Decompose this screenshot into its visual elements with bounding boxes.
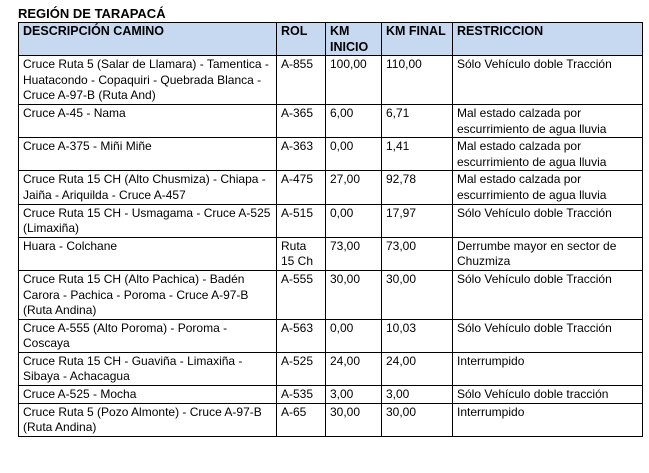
cell-restriccion: Mal estado calzada por escurrimiento de agua lluvia bbox=[453, 104, 643, 137]
cell-km-final: 30,00 bbox=[382, 403, 453, 436]
table-row bbox=[19, 56, 643, 105]
cell-restriccion: Sólo Vehículo doble Tracción bbox=[453, 204, 643, 237]
cell-km-inicio: 3,00 bbox=[326, 386, 382, 404]
cell-descripcion-camino: Cruce Ruta 15 CH - Usmagama - Cruce A-525 (Limaxiña) bbox=[19, 204, 277, 237]
cell-km-final: 10,03 bbox=[382, 319, 453, 352]
cell-km-inicio: 27,00 bbox=[326, 171, 382, 204]
cell-descripcion-camino: Cruce Ruta 15 CH (Alto Chusmiza) - Chiapa - Jaiña - Ariquilda - Cruce A-457 bbox=[19, 171, 277, 204]
cell-rol: Ruta 15 Ch bbox=[277, 237, 326, 270]
cell-descripcion-camino: Cruce A-45 - Nama bbox=[19, 104, 277, 137]
cell-descripcion-camino: Cruce Ruta 5 (Pozo Almonte) - Cruce A-97-B (Ruta Andina) bbox=[19, 403, 277, 436]
cell-rol: A-515 bbox=[277, 204, 326, 237]
cell-descripcion-camino: Cruce A-375 - Miñi Miñe bbox=[19, 138, 277, 171]
table-row bbox=[19, 138, 643, 171]
cell-km-inicio: 73,00 bbox=[326, 237, 382, 270]
cell-rol: A-475 bbox=[277, 171, 326, 204]
header-km-final: KM FINAL bbox=[382, 23, 453, 56]
cell-descripcion-camino: Cruce A-525 - Mocha bbox=[19, 386, 277, 404]
table-row bbox=[19, 403, 643, 436]
cell-km-inicio: 100,00 bbox=[326, 56, 382, 105]
cell-km-final: 92,78 bbox=[382, 171, 453, 204]
cell-km-final: 3,00 bbox=[382, 386, 453, 404]
cell-descripcion-camino: Cruce A-555 (Alto Poroma) - Poroma - Coscaya bbox=[19, 319, 277, 352]
cell-km-inicio: 0,00 bbox=[326, 138, 382, 171]
table-row bbox=[19, 104, 643, 137]
table-row bbox=[19, 319, 643, 352]
cell-km-final: 24,00 bbox=[382, 352, 453, 385]
cell-rol: A-555 bbox=[277, 270, 326, 319]
cell-restriccion: Interrumpido bbox=[453, 352, 643, 385]
cell-restriccion: Sólo Vehículo doble tracción bbox=[453, 386, 643, 404]
cell-km-final: 6,71 bbox=[382, 104, 453, 137]
cell-restriccion: Mal estado calzada por escurrimiento de agua lluvia bbox=[453, 171, 643, 204]
cell-restriccion: Mal estado calzada por escurrimiento de agua lluvia bbox=[453, 138, 643, 171]
header-restriccion: RESTRICCION bbox=[453, 23, 643, 56]
header-km-inicio: KM INICIO bbox=[326, 23, 382, 56]
table-row bbox=[19, 237, 643, 270]
cell-rol: A-563 bbox=[277, 319, 326, 352]
table-body bbox=[19, 56, 643, 437]
cell-km-final: 73,00 bbox=[382, 237, 453, 270]
cell-km-final: 30,00 bbox=[382, 270, 453, 319]
cell-km-inicio: 30,00 bbox=[326, 270, 382, 319]
table-row bbox=[19, 204, 643, 237]
cell-km-inicio: 0,00 bbox=[326, 319, 382, 352]
table-row bbox=[19, 171, 643, 204]
cell-rol: A-525 bbox=[277, 352, 326, 385]
cell-km-inicio: 6,00 bbox=[326, 104, 382, 137]
cell-km-inicio: 0,00 bbox=[326, 204, 382, 237]
cell-descripcion-camino: Cruce Ruta 15 CH - Guaviña - Limaxiña - Sibaya - Achacagua bbox=[19, 352, 277, 385]
cell-descripcion-camino: Cruce Ruta 5 (Salar de Llamara) - Tamentica - Huatacondo - Copaquiri - Quebrada Blanca - Cruce A-97-B (Ruta And) bbox=[19, 56, 277, 105]
cell-rol: A-535 bbox=[277, 386, 326, 404]
table-row bbox=[19, 270, 643, 319]
cell-restriccion: Interrumpido bbox=[453, 403, 643, 436]
cell-restriccion: Sólo Vehículo doble Tracción bbox=[453, 270, 643, 319]
cell-restriccion: Derrumbe mayor en sector de Chuzmiza bbox=[453, 237, 643, 270]
cell-km-final: 17,97 bbox=[382, 204, 453, 237]
table-header-row bbox=[19, 23, 643, 56]
cell-rol: A-855 bbox=[277, 56, 326, 105]
cell-km-inicio: 30,00 bbox=[326, 403, 382, 436]
cell-restriccion: Sólo Vehículo doble Tracción bbox=[453, 319, 643, 352]
cell-rol: A-65 bbox=[277, 403, 326, 436]
road-restrictions-table bbox=[18, 22, 643, 437]
cell-rol: A-365 bbox=[277, 104, 326, 137]
cell-descripcion-camino: Huara - Colchane bbox=[19, 237, 277, 270]
region-title: REGIÓN DE TARAPACÁ bbox=[18, 6, 166, 21]
header-descripcion-camino: DESCRIPCIÓN CAMINO bbox=[19, 23, 277, 56]
cell-rol: A-363 bbox=[277, 138, 326, 171]
table-row bbox=[19, 352, 643, 385]
cell-descripcion-camino: Cruce Ruta 15 CH (Alto Pachica) - Badén Carora - Pachica - Poroma - Cruce A-97-B (Ruta Andina) bbox=[19, 270, 277, 319]
header-rol: ROL bbox=[277, 23, 326, 56]
cell-km-inicio: 24,00 bbox=[326, 352, 382, 385]
table-row bbox=[19, 386, 643, 404]
cell-restriccion: Sólo Vehículo doble Tracción bbox=[453, 56, 643, 105]
cell-km-final: 1,41 bbox=[382, 138, 453, 171]
cell-km-final: 110,00 bbox=[382, 56, 453, 105]
